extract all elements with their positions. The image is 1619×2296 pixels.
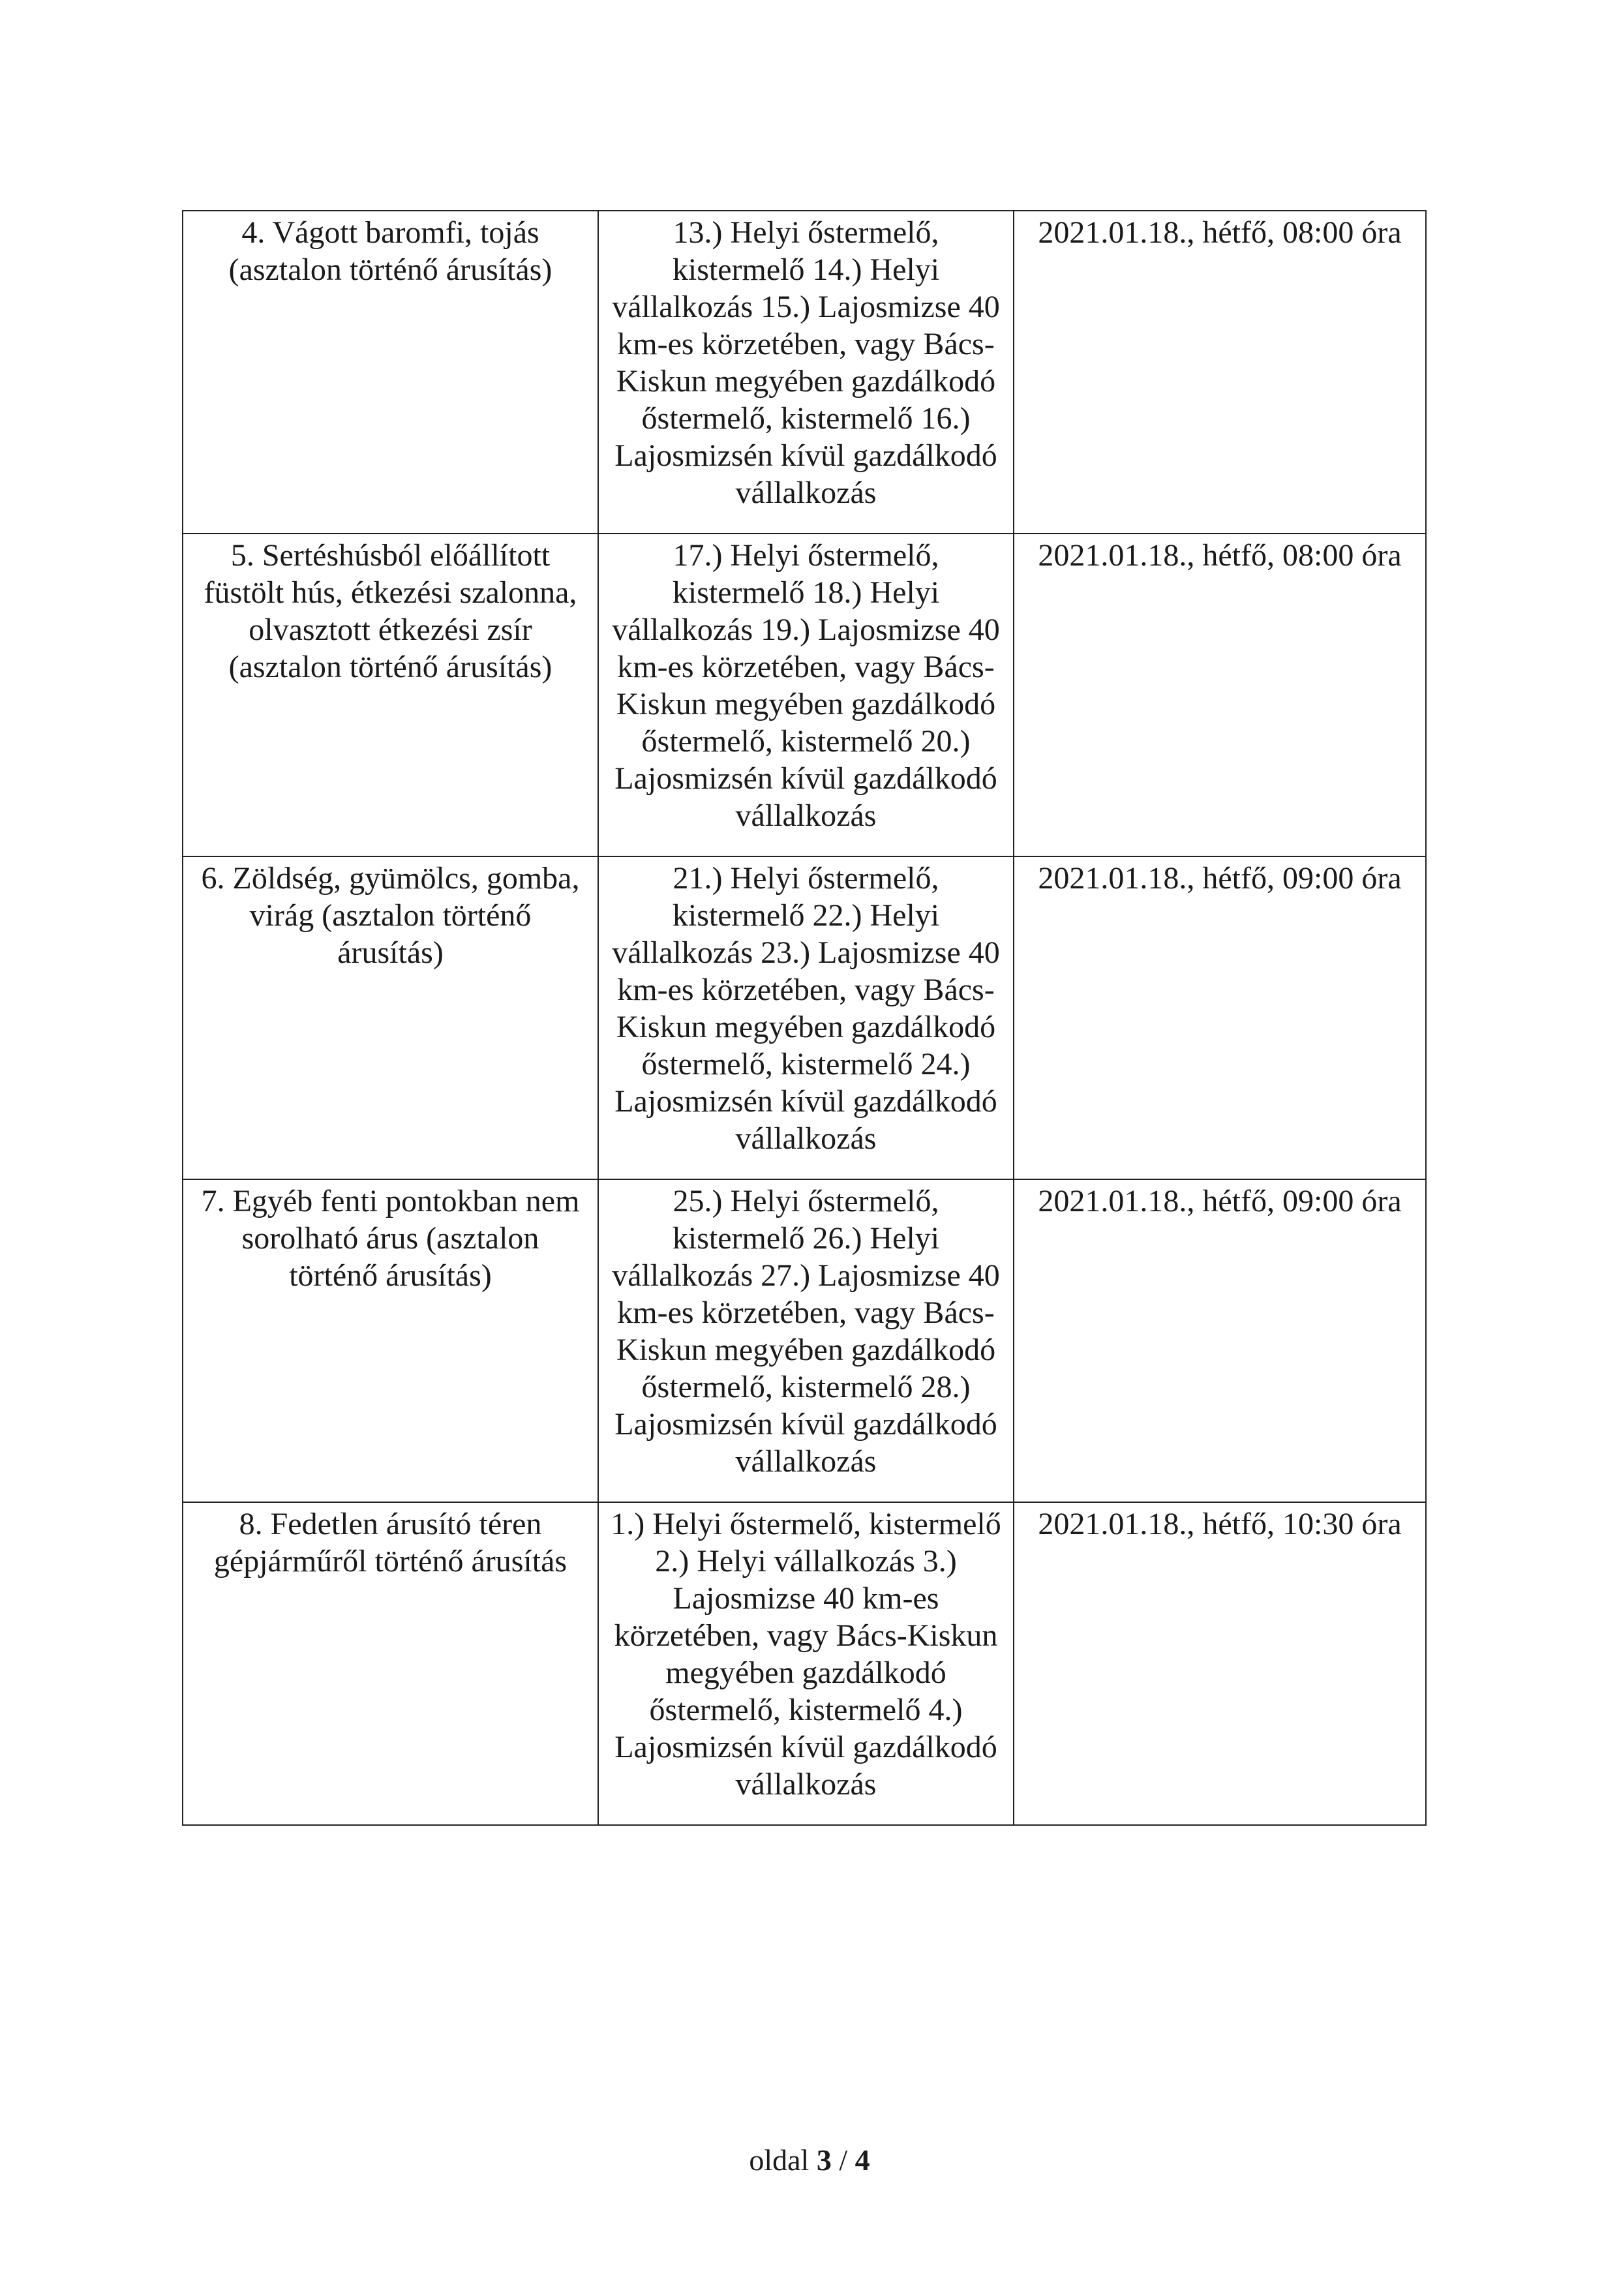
sellers-cell (598, 856, 1014, 1179)
page-label: oldal (749, 2143, 810, 2177)
time-cell (1014, 211, 1426, 534)
category-text: 8. Fedetlen árusító téren gépjárműről történő árusítás (213, 1507, 567, 1578)
time-text: 2021.01.18., hétfő, 09:00 óra (1038, 861, 1402, 896)
time-text: 2021.01.18., hétfő, 08:00 óra (1038, 215, 1402, 250)
time-text: 2021.01.18., hétfő, 08:00 óra (1038, 538, 1402, 573)
sellers-text: 13.) Helyi őstermelő, kistermelő 14.) Helyi vállalkozás 15.) Lajosmizse 40 km-es körzetében, vagy Bács-Kiskun megyében gazdálkodó őstermelő, kistermelő 16.) Lajosmizsén kívül gazdálkodó vállalkozás (612, 215, 1000, 510)
category-text: 6. Zöldség, gyümölcs, gomba, virág (asztalon történő árusítás) (201, 861, 580, 970)
total-page-number: 4 (855, 2143, 870, 2177)
market-schedule-table (182, 210, 1427, 1826)
page-number-footer (0, 2142, 1619, 2179)
time-text: 2021.01.18., hétfő, 10:30 óra (1038, 1507, 1402, 1541)
table-row (183, 1179, 1426, 1502)
page-separator: / (839, 2143, 848, 2177)
time-cell (1014, 534, 1426, 856)
table-row (183, 534, 1426, 856)
category-cell (183, 856, 598, 1179)
time-cell (1014, 1502, 1426, 1825)
sellers-text: 1.) Helyi őstermelő, kistermelő 2.) Helyi vállalkozás 3.) Lajosmizse 40 km-es körzetében, vagy Bács-Kiskun megyében gazdálkodó őstermelő, kistermelő 4.) Lajosmizsén kívül gazdálkodó vállalkozás (611, 1507, 1001, 1802)
category-cell (183, 534, 598, 856)
table-row (183, 856, 1426, 1179)
table-row (183, 1502, 1426, 1825)
sellers-text: 21.) Helyi őstermelő, kistermelő 22.) Helyi vállalkozás 23.) Lajosmizse 40 km-es körzetében, vagy Bács-Kiskun megyében gazdálkodó őstermelő, kistermelő 24.) Lajosmizsén kívül gazdálkodó vállalkozás (612, 861, 1000, 1156)
category-text: 4. Vágott baromfi, tojás (asztalon történő árusítás) (228, 215, 552, 287)
time-text: 2021.01.18., hétfő, 09:00 óra (1038, 1184, 1402, 1218)
category-text: 5. Sertéshúsból előállított füstölt hús, étkezési szalonna, olvasztott étkezési zsír (asztalon történő árusítás) (204, 538, 577, 684)
category-cell (183, 211, 598, 534)
category-text: 7. Egyéb fenti pontokban nem sorolható árus (asztalon történő árusítás) (201, 1184, 580, 1293)
sellers-cell (598, 211, 1014, 534)
table-row (183, 211, 1426, 534)
sellers-cell (598, 534, 1014, 856)
sellers-cell (598, 1502, 1014, 1825)
sellers-cell (598, 1179, 1014, 1502)
time-cell (1014, 856, 1426, 1179)
time-cell (1014, 1179, 1426, 1502)
sellers-text: 17.) Helyi őstermelő, kistermelő 18.) Helyi vállalkozás 19.) Lajosmizse 40 km-es körzetében, vagy Bács-Kiskun megyében gazdálkodó őstermelő, kistermelő 20.) Lajosmizsén kívül gazdálkodó vállalkozás (612, 538, 1000, 833)
category-cell (183, 1179, 598, 1502)
current-page-number: 3 (816, 2143, 832, 2177)
sellers-text: 25.) Helyi őstermelő, kistermelő 26.) Helyi vállalkozás 27.) Lajosmizse 40 km-es körzetében, vagy Bács-Kiskun megyében gazdálkodó őstermelő, kistermelő 28.) Lajosmizsén kívül gazdálkodó vállalkozás (612, 1184, 1000, 1479)
category-cell (183, 1502, 598, 1825)
